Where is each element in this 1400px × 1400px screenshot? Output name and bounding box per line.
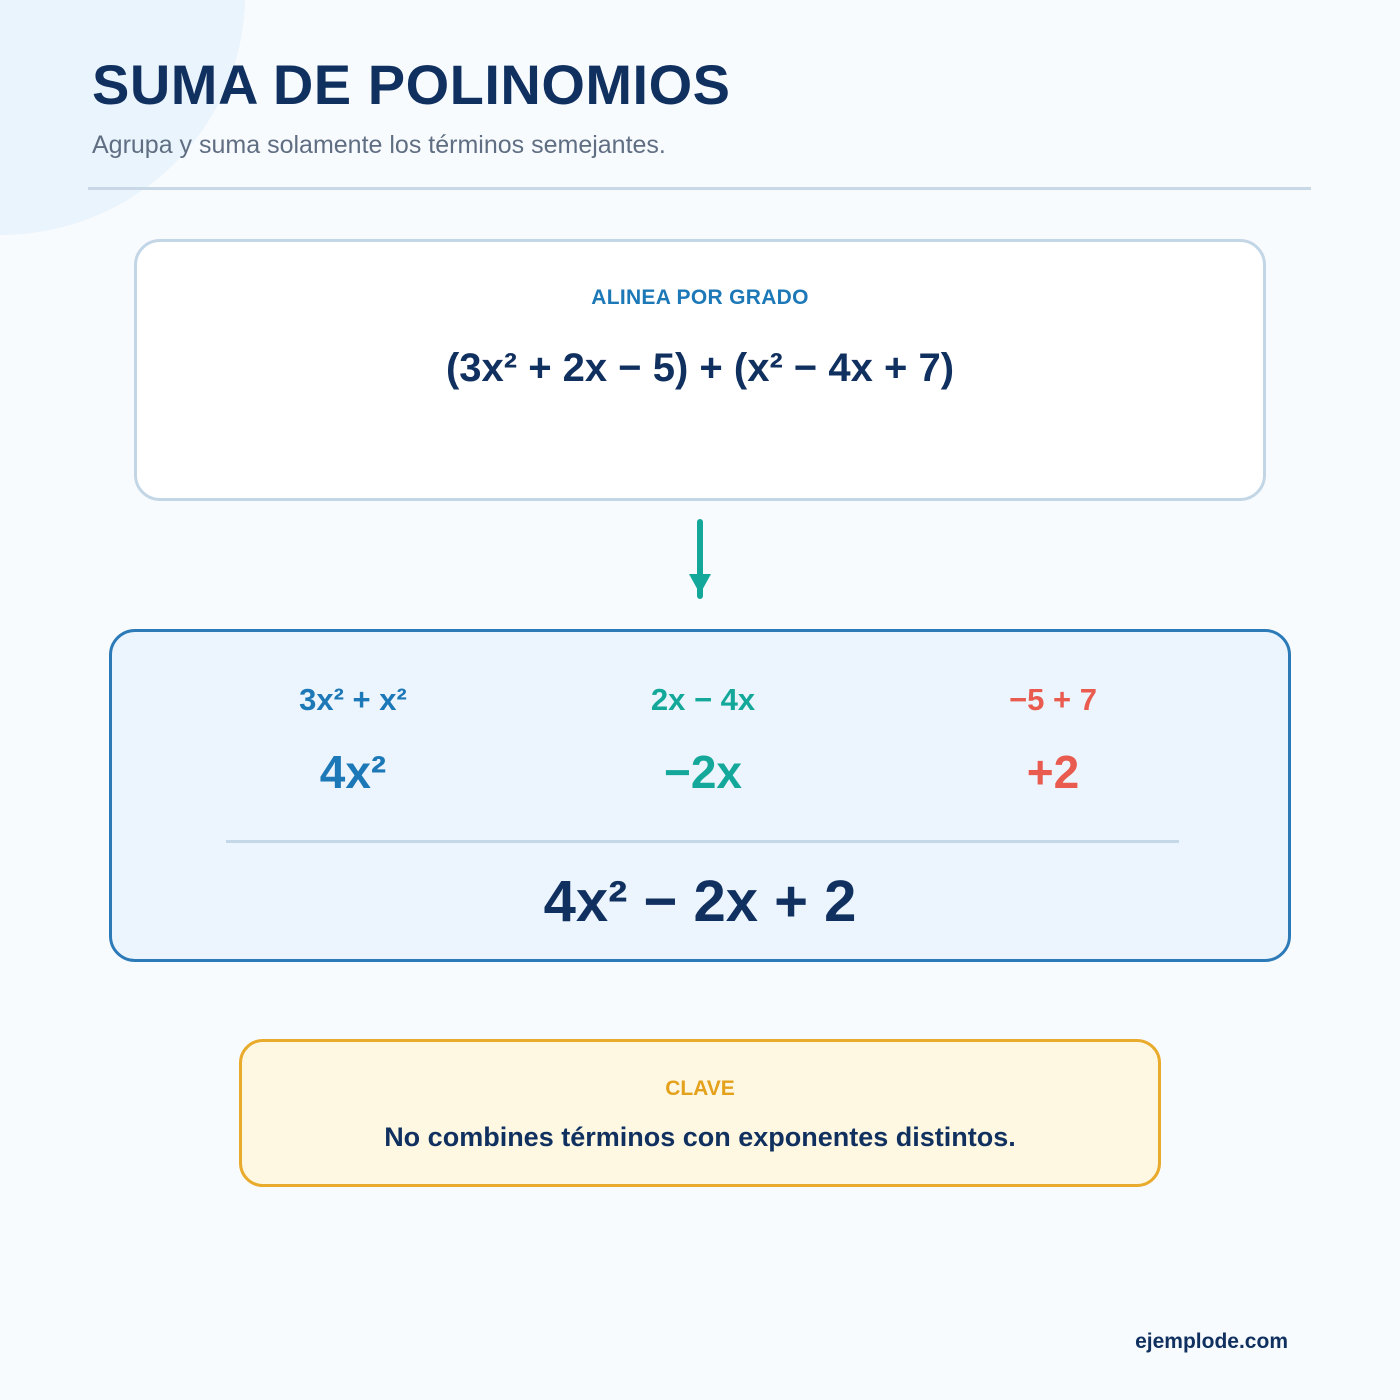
problem-card bbox=[134, 239, 1266, 501]
group-result: −2x bbox=[663, 746, 743, 798]
decorative-corner-circle bbox=[0, 0, 245, 235]
group-expression: −5 + 7 bbox=[1009, 682, 1097, 717]
page-subtitle: Agrupa y suma solamente los términos semejantes. bbox=[92, 131, 666, 159]
group-expression: 2x − 4x bbox=[650, 682, 756, 717]
solution-card bbox=[109, 629, 1291, 962]
result-divider bbox=[226, 840, 1179, 843]
final-result: 4x² − 2x + 2 bbox=[543, 869, 857, 934]
key-label: CLAVE bbox=[665, 1077, 735, 1100]
problem-label: ALINEA POR GRADO bbox=[591, 286, 809, 309]
group-expression: 3x² + x² bbox=[299, 682, 407, 717]
down-arrow-icon bbox=[686, 518, 714, 602]
group-result: +2 bbox=[1026, 746, 1080, 798]
key-text: No combines términos con exponentes distintos. bbox=[384, 1122, 1016, 1152]
group-quadratic-terms bbox=[203, 674, 503, 798]
key-note-card bbox=[239, 1039, 1161, 1187]
group-constant-terms bbox=[903, 674, 1203, 798]
footer-source: ejemplode.com bbox=[1135, 1330, 1288, 1353]
problem-expression: (3x² + 2x − 5) + (x² − 4x + 7) bbox=[445, 346, 955, 390]
page-title: SUMA DE POLINOMIOS bbox=[92, 53, 731, 116]
header-divider bbox=[88, 187, 1311, 190]
group-result: 4x² bbox=[319, 746, 387, 798]
group-linear-terms bbox=[553, 674, 853, 798]
